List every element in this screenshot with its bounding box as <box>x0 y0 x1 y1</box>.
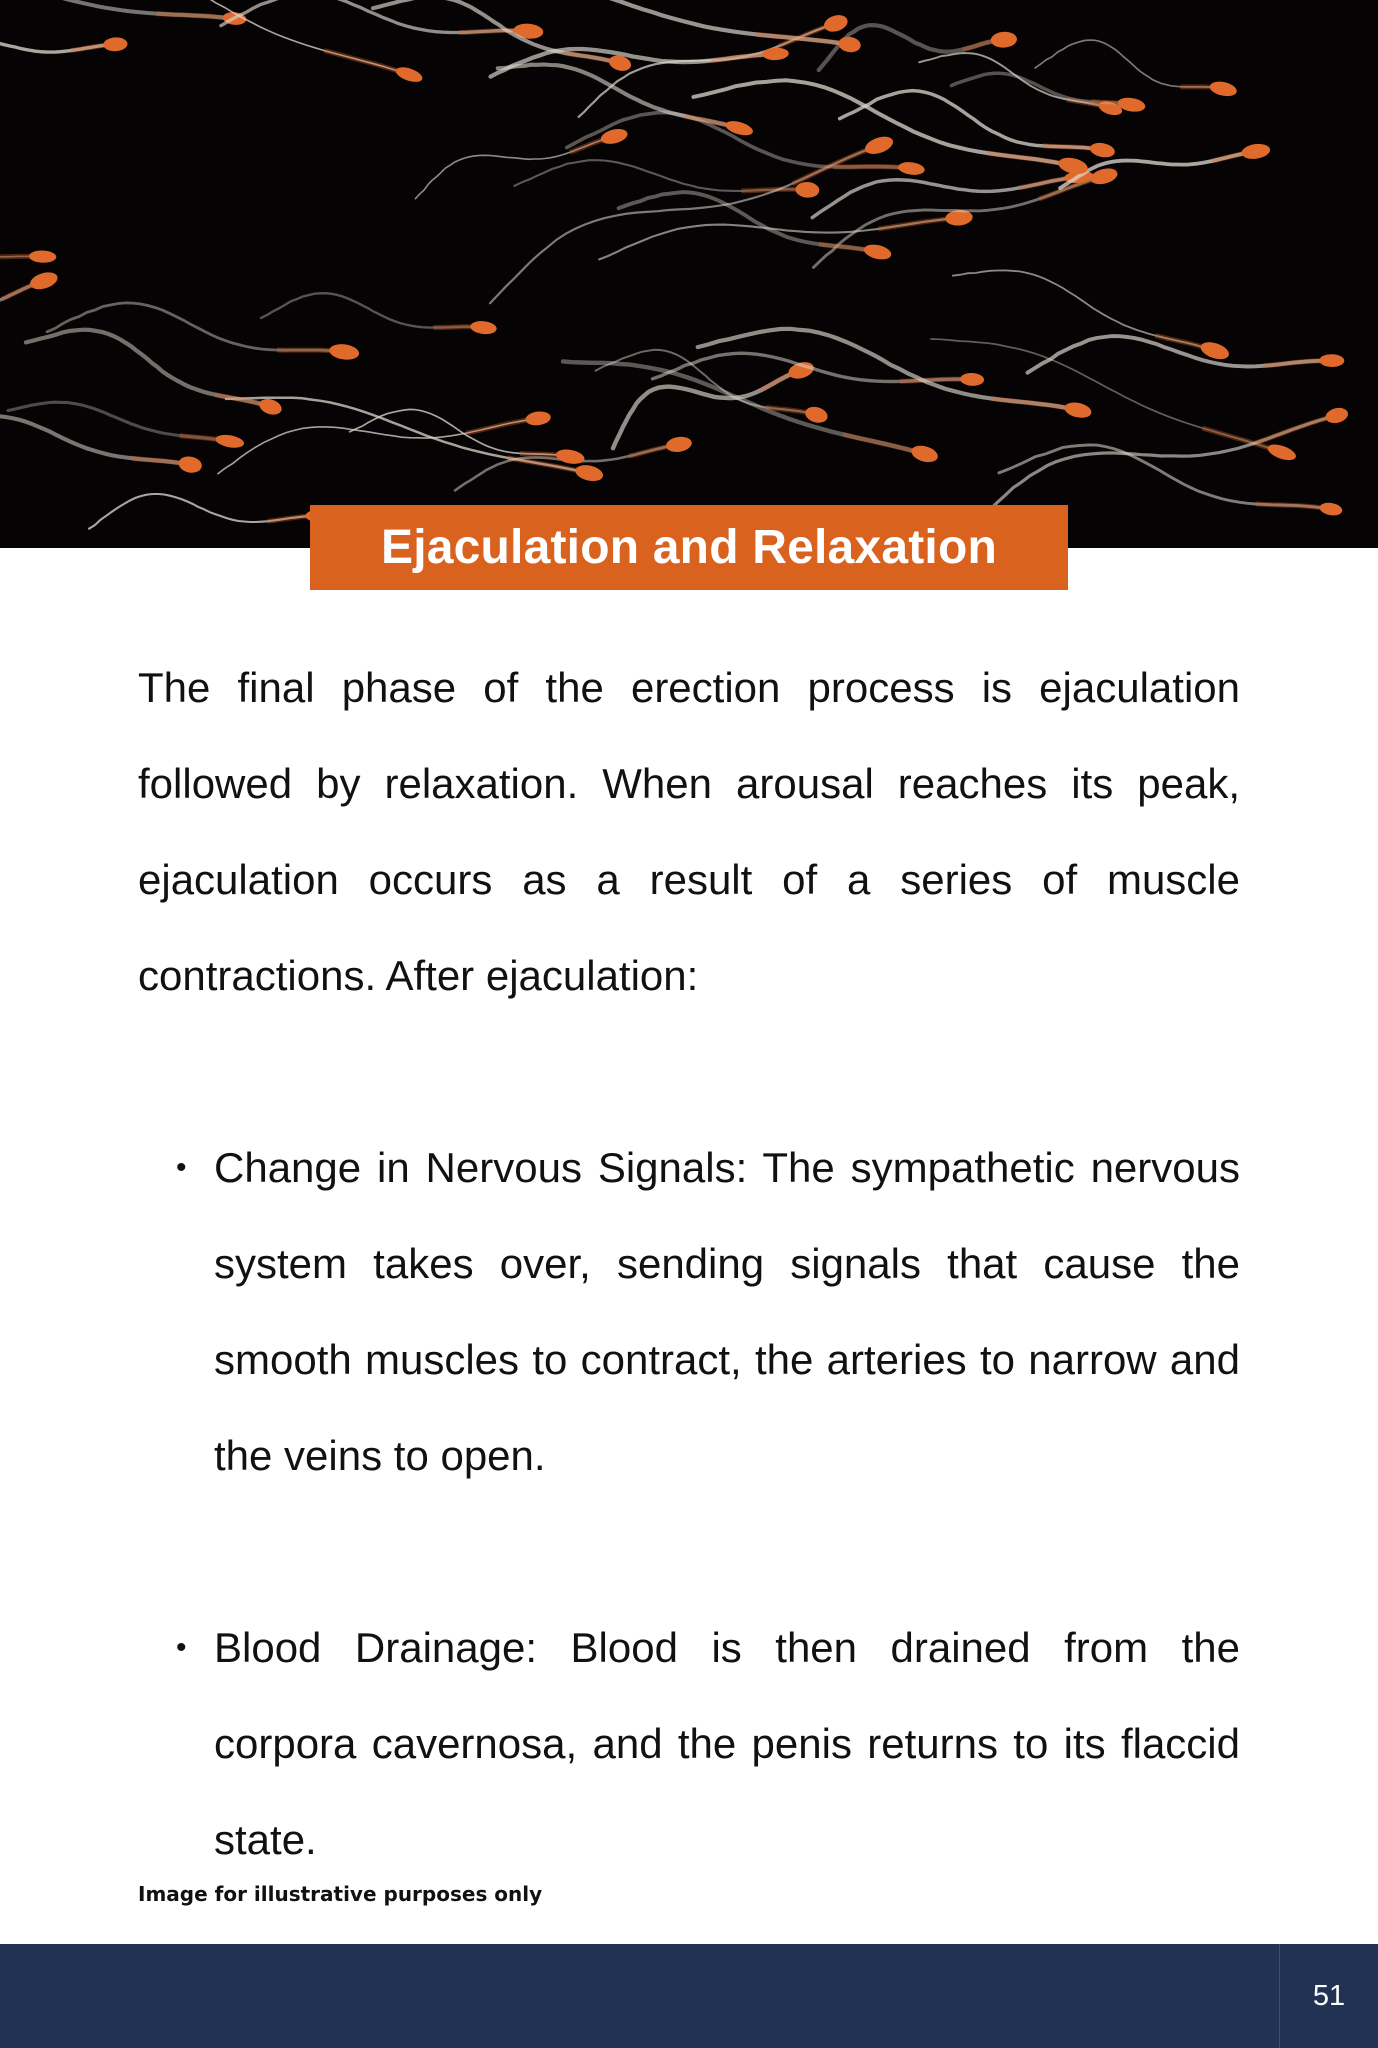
list-item-text: Change in Nervous Signals: The sympathetic nervous system takes over, sending signals that cause the smooth muscles to contract, the arteries to narrow and the veins to open. <box>214 1144 1240 1479</box>
sperm-head <box>665 435 693 454</box>
sperm-tail <box>47 303 344 352</box>
sperm-head <box>960 372 985 386</box>
sperm-head <box>177 455 203 475</box>
intro-paragraph: The final phase of the erection process is ejaculation followed by relaxation. When arousal reaches its peak, ejaculation occurs as a result of a series of muscle contractions. After ejaculation: <box>138 664 1240 999</box>
list-item <box>138 1120 1240 1504</box>
sperm-head <box>1266 441 1298 463</box>
sperm-head <box>1063 400 1093 420</box>
sperm-head <box>525 410 552 427</box>
sperm-head <box>863 242 893 262</box>
sperm-cells-illustration <box>0 0 1378 548</box>
image-caption: Image for illustrative purposes only <box>138 1882 543 1906</box>
sperm-head <box>574 463 605 484</box>
sperm-head <box>1208 79 1238 98</box>
sperm-head <box>803 404 829 425</box>
sperm-head <box>909 443 939 465</box>
sperm-head <box>1089 141 1116 159</box>
sperm-tail <box>1035 40 1223 89</box>
sperm-tail <box>34 0 410 75</box>
sperm-head <box>394 64 424 85</box>
sperm-midpiece <box>1256 416 1337 443</box>
sperm-tail <box>653 353 973 381</box>
sperm-head <box>837 35 861 53</box>
sperm-head <box>1319 354 1344 367</box>
sperm-head <box>990 31 1017 48</box>
sperm-head <box>863 133 896 157</box>
list-item-text: Blood Drainage: Blood is then drained from the corpora cavernosa, and the penis returns to its flaccid state. <box>214 1624 1240 1863</box>
sperm-tail <box>89 494 319 529</box>
sperm-head <box>1241 142 1272 161</box>
sperm-head <box>555 447 586 466</box>
sperm-midpiece <box>1256 504 1331 509</box>
sperm-tail <box>26 330 271 407</box>
sperm-head <box>897 161 925 177</box>
sperm-head <box>470 320 498 336</box>
hero-image <box>0 0 1378 548</box>
sperm-head <box>328 342 360 361</box>
sperm-head <box>795 181 820 198</box>
section-title: Ejaculation and Relaxation <box>310 505 1068 590</box>
sperm-tail <box>0 416 190 464</box>
page-number: 51 <box>1279 1944 1378 2048</box>
sperm-head <box>28 269 60 292</box>
sperm-tail <box>261 293 484 327</box>
sperm-head <box>822 12 850 34</box>
sperm-tail <box>698 329 1078 410</box>
sperm-head <box>103 37 128 52</box>
list-item <box>138 1600 1240 1888</box>
main-content <box>138 640 1240 1888</box>
sperm-head <box>1319 501 1344 517</box>
sperm-tail <box>514 160 807 191</box>
sperm-tail <box>694 80 1074 166</box>
sperm-head <box>215 433 245 450</box>
sperm-head <box>29 250 57 263</box>
sperm-head <box>1324 406 1350 426</box>
bullet-icon: • <box>176 1631 187 1664</box>
sperm-head <box>257 396 283 417</box>
sperm-head <box>762 47 789 60</box>
bullet-list <box>138 1120 1240 1888</box>
footer-bar <box>0 1944 1378 2048</box>
bullet-icon: • <box>176 1151 187 1184</box>
